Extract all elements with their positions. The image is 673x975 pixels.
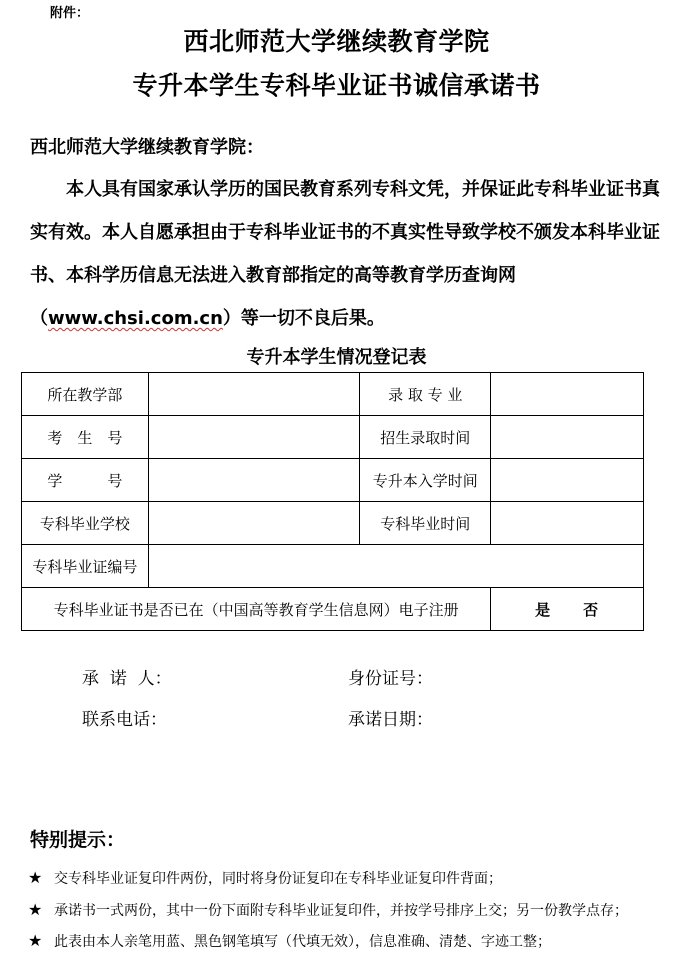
letter-salutation: 西北师范大学继续教育学院： xyxy=(30,137,264,158)
table-row xyxy=(22,459,644,502)
college-label: 专科毕业学校 xyxy=(22,502,149,545)
exam-number-label: 考 生 号 xyxy=(22,416,149,459)
star-icon: ★ xyxy=(28,931,43,950)
document-title-line2: 专升本学生专科毕业证书诚信承诺书 xyxy=(132,71,541,100)
registration-table xyxy=(21,372,644,631)
id-number-label: 身份证号： xyxy=(348,669,433,689)
note-item xyxy=(28,931,551,951)
admission-time-field[interactable] xyxy=(491,416,644,459)
certificate-number-label: 专科毕业证编号 xyxy=(22,545,149,588)
graduation-time-field[interactable] xyxy=(491,502,644,545)
letter-body xyxy=(30,168,670,340)
entry-time-field[interactable] xyxy=(491,459,644,502)
table-row xyxy=(22,373,644,416)
note-text: 交专科毕业证复印件两份，同时将身份证复印在专科毕业证复印件背面； xyxy=(54,871,502,887)
promiser-label: 承 诺 人： xyxy=(82,669,172,689)
certificate-number-field[interactable] xyxy=(148,545,643,588)
student-number-field[interactable] xyxy=(148,459,360,502)
exam-number-field[interactable] xyxy=(148,416,360,459)
major-label: 录 取 专 业 xyxy=(360,373,491,416)
table-row xyxy=(22,416,644,459)
major-field[interactable] xyxy=(491,373,644,416)
phone-label: 联系电话： xyxy=(82,710,167,730)
note-item xyxy=(28,868,502,888)
college-field[interactable] xyxy=(148,502,360,545)
entry-time-label: 专升本入学时间 xyxy=(360,459,491,502)
note-text: 此表由本人亲笔用蓝、黑色钢笔填写（代填无效），信息准确、清楚、字迹工整； xyxy=(54,934,551,950)
graduation-time-label: 专科毕业时间 xyxy=(360,502,491,545)
star-icon: ★ xyxy=(28,868,43,887)
registration-question-label: 专科毕业证书是否已在（中国高等教育学生信息网）电子注册 xyxy=(22,588,491,631)
attachment-label: 附件： xyxy=(50,6,90,21)
student-number-label: 学 号 xyxy=(22,459,149,502)
yes-no-choice[interactable]: 是 否 xyxy=(491,588,644,631)
table-row xyxy=(22,502,644,545)
table-row xyxy=(22,545,644,588)
date-label: 承诺日期： xyxy=(348,710,433,730)
document-title-line1: 西北师范大学继续教育学院 xyxy=(183,27,490,56)
department-label: 所在教学部 xyxy=(22,373,149,416)
department-field[interactable] xyxy=(148,373,360,416)
letter-body-text-2: ）等一切不良后果。 xyxy=(222,308,385,329)
admission-time-label: 招生录取时间 xyxy=(360,416,491,459)
table-row xyxy=(22,588,644,631)
star-icon: ★ xyxy=(28,900,43,919)
registration-table-title: 专升本学生情况登记表 xyxy=(246,347,427,368)
note-item xyxy=(28,900,628,920)
notes-title: 特别提示： xyxy=(30,829,126,851)
website-link[interactable]: www.chsi.com.cn xyxy=(48,308,223,329)
note-text: 承诺书一式两份，其中一份下面附专科毕业证复印件，并按学号排序上交；另一份教学点存； xyxy=(54,903,628,919)
letter-body-text-1: 本人具有国家承认学历的国民教育系列专科文凭，并保证此专科毕业证书真实有效。本人自愿承担由于专科毕业证书的不真实性导致学校不颁发本科毕业证书、本科学历信息无法进入教育部指定的高等教育学历查询网（ xyxy=(30,179,660,329)
